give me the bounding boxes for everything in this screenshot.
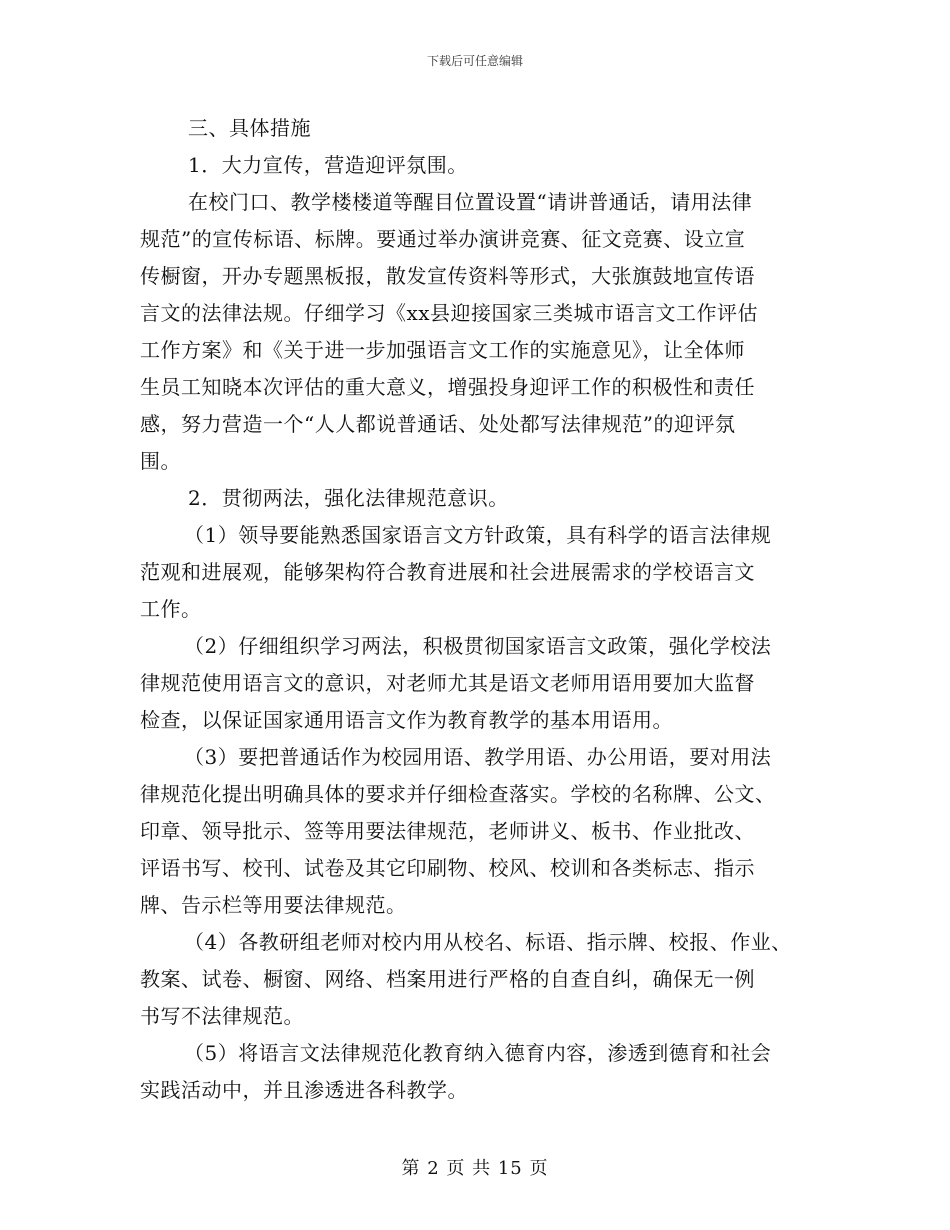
paragraph-line: 生员工知晓本次评估的重大意义，增强投身迎评工作的积极性和责任	[140, 375, 755, 399]
list-item-line: （5）将语言文法律规范化教育纳入德育内容，渗透到德育和社会	[184, 1041, 772, 1065]
paragraph-line: 感，努力营造一个“人人都说普通话、处处都写法律规范”的迎评氛	[140, 412, 736, 436]
paragraph-line: 书写不法律规范。	[140, 1004, 304, 1028]
section-heading: 三、具体措施	[188, 116, 311, 140]
paragraph-line: 传橱窗，开办专题黑板报，散发宣传资料等形式，大张旗鼓地宣传语	[140, 264, 755, 288]
list-item-line: （4）各教研组老师对校内用从校名、标语、指示牌、校报、作业、	[184, 930, 792, 954]
paragraph-line: 言文的法律法规。仔细学习《xx县迎接国家三类城市语言文工作评估	[140, 301, 759, 325]
document-body	[140, 110, 820, 1109]
subsection-heading: 2．贯彻两法，强化法律规范意识。	[188, 486, 509, 510]
page-number-footer: 第 2 页 共 15 页	[401, 1158, 549, 1179]
subsection-heading: 1．大力宣传，营造迎评氛围。	[188, 153, 468, 177]
paragraph-line: 范观和进展观，能够架构符合教育进展和社会进展需求的学校语言文	[140, 560, 755, 584]
paragraph-line: 检查，以保证国家通用语言文作为教育教学的基本用语用。	[140, 708, 673, 732]
list-item-line: （1）领导要能熟悉国家语言文方针政策，具有科学的语言法律规	[184, 523, 772, 547]
paragraph-line: 律规范化提出明确具体的要求并仔细检查落实。学校的名称牌、公文、	[140, 782, 776, 806]
list-item-line: （2）仔细组织学习两法，积极贯彻国家语言文政策，强化学校法	[184, 634, 772, 658]
paragraph-line: 围。	[140, 449, 181, 473]
paragraph-line: 牌、告示栏等用要法律规范。	[140, 893, 407, 917]
paragraph-line: 工作。	[140, 597, 202, 621]
paragraph-line: 在校门口、教学楼楼道等醒目位置设置“请讲普通话，请用法律	[188, 190, 753, 214]
paragraph-line: 工作方案》和《关于进一步加强语言文工作的实施意见》，让全体师	[140, 338, 745, 362]
paragraph-line: 教案、试卷、橱窗、网络、档案用进行严格的自查自纠，确保无一例	[140, 967, 755, 991]
paragraph-line: 律规范使用语言文的意识，对老师尤其是语文老师用语用要加大监督	[140, 671, 755, 695]
page-header: 下载后可任意编辑	[426, 54, 523, 68]
paragraph-line: 规范”的宣传标语、标牌。要通过举办演讲竞赛、征文竞赛、设立宣	[140, 227, 746, 251]
paragraph-line: 印章、领导批示、签等用要法律规范，老师讲义、板书、作业批改、	[140, 819, 755, 843]
paragraph-line: 评语书写、校刊、试卷及其它印刷物、校风、校训和各类标志、指示	[140, 856, 755, 880]
paragraph-line: 实践活动中，并且渗透进各科教学。	[140, 1078, 468, 1102]
list-item-line: （3）要把普通话作为校园用语、教学用语、办公用语，要对用法	[184, 745, 772, 769]
